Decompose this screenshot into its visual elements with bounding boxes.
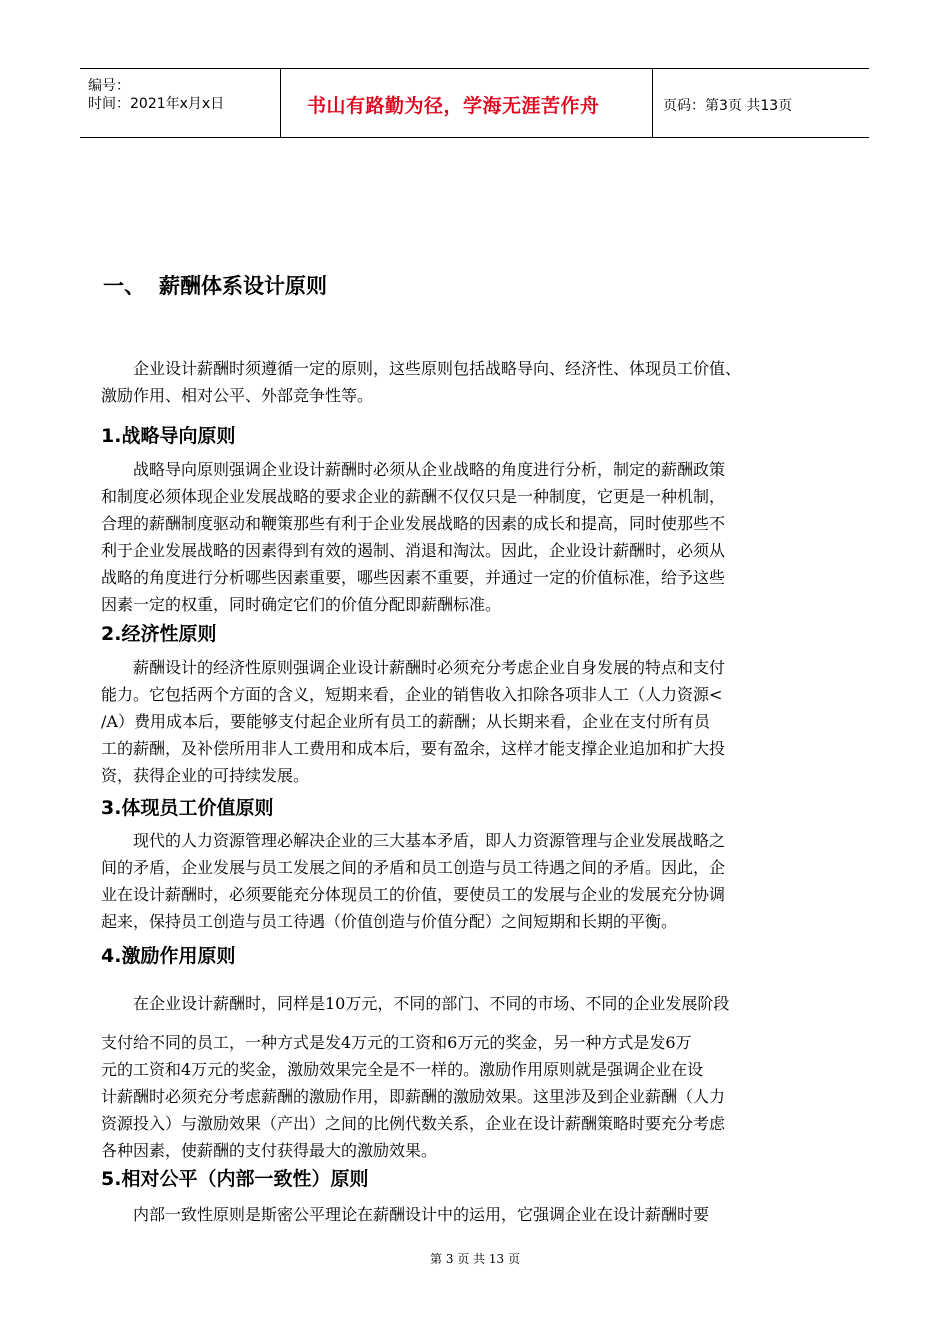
paragraph-line: 业在设计薪酬时，必须要能充分体现员工的价值，要使员工的发展与企业的发展充分协调 bbox=[101, 885, 726, 904]
paragraph-line: 元的工资和4万元的奖金，激励效果完全是不一样的。激励作用原则就是强调企业在设 bbox=[101, 1060, 704, 1079]
paragraph-line: 计薪酬时必须充分考虑薪酬的激励作用，即薪酬的激励效果。这里涉及到企业薪酬（人力 bbox=[101, 1087, 726, 1106]
intro-paragraph bbox=[101, 355, 851, 409]
header-motto: 书山有路勤为径，学海无涯苦作舟 bbox=[307, 95, 600, 117]
section-title bbox=[103, 270, 327, 300]
principle-paragraph-4 bbox=[101, 990, 851, 1164]
principle-paragraph-1 bbox=[101, 456, 851, 618]
principle-paragraph-5 bbox=[101, 1201, 851, 1228]
paragraph-line: 薪酬设计的经济性原则强调企业设计薪酬时必须充分考虑企业自身发展的特点和支付 bbox=[101, 658, 726, 677]
document-number-label: 编号： bbox=[88, 78, 130, 94]
paragraph-line: 合理的薪酬制度驱动和鞭策那些有利于企业发展战略的因素的成长和提高，同时使那些不 bbox=[101, 514, 726, 533]
paragraph-line: 现代的人力资源管理必解决企业的三大基本矛盾，即人力资源管理与企业发展战略之 bbox=[101, 831, 726, 850]
paragraph-line: 在企业设计薪酬时，同样是10万元，不同的部门、不同的市场、不同的企业发展阶段 bbox=[101, 994, 730, 1013]
paragraph-line: 支付给不同的员工，一种方式是发4万元的工资和6万元的奖金，另一种方式是发6万 bbox=[101, 1033, 692, 1052]
paragraph-line: /A）费用成本后，要能够支付起企业所有员工的薪酬；从长期来看，企业在支付所有员 bbox=[101, 712, 710, 731]
principle-heading-1: 1.战略导向原则 bbox=[101, 425, 236, 447]
header-motto-cell bbox=[281, 69, 653, 137]
paragraph-line: 企业设计薪酬时须遵循一定的原则，这些原则包括战略导向、经济性、体现员工价值、 bbox=[101, 359, 742, 378]
principle-heading-2: 2.经济性原则 bbox=[101, 623, 217, 645]
paragraph-line: 资源投入）与激励效果（产出）之间的比例代数关系，企业在设计薪酬策略时要充分考虑 bbox=[101, 1114, 726, 1133]
paragraph-line: 战略导向原则强调企业设计薪酬时必须从企业战略的角度进行分析，制定的薪酬政策 bbox=[101, 460, 726, 479]
section-title-text: 薪酬体系设计原则 bbox=[159, 273, 327, 298]
principle-paragraph-2 bbox=[101, 654, 851, 789]
paragraph-line: 和制度必须体现企业发展战略的要求企业的薪酬不仅仅只是一种制度，它更是一种机制， bbox=[101, 487, 726, 506]
paragraph-line: 能力。它包括两个方面的含义，短期来看，企业的销售收入扣除各项非人工（人力资源< bbox=[101, 685, 723, 704]
page-header bbox=[80, 68, 869, 138]
paragraph-line: 利于企业发展战略的因素得到有效的遏制、消退和淘汰。因此，企业设计薪酬时，必须从 bbox=[101, 541, 726, 560]
section-number: 一、 bbox=[103, 273, 145, 298]
principle-paragraph-3 bbox=[101, 827, 851, 935]
header-left-cell bbox=[80, 69, 281, 137]
paragraph-line: 各种因素，使薪酬的支付获得最大的激励效果。 bbox=[101, 1141, 438, 1160]
paragraph-line: 战略的角度进行分析哪些因素重要，哪些因素不重要，并通过一定的价值标准，给予这些 bbox=[101, 568, 726, 587]
principle-heading-3: 3.体现员工价值原则 bbox=[101, 797, 274, 819]
paragraph-line: 资，获得企业的可持续发展。 bbox=[101, 766, 310, 785]
paragraph-line: 起来，保持员工创造与员工待遇（价值创造与价值分配）之间短期和长期的平衡。 bbox=[101, 912, 678, 931]
principle-heading-4: 4.激励作用原则 bbox=[101, 945, 236, 967]
paragraph-line: 间的矛盾，企业发展与员工发展之间的矛盾和员工创造与员工待遇之间的矛盾。因此，企 bbox=[101, 858, 726, 877]
paragraph-line: 激励作用、相对公平、外部竞争性等。 bbox=[101, 386, 374, 405]
header-page-cell bbox=[653, 69, 869, 137]
paragraph-line: 工的薪酬，及补偿所用非人工费用和成本后，要有盈余，这样才能支撑企业追加和扩大投 bbox=[101, 739, 726, 758]
paragraph-line: 因素一定的权重，同时确定它们的价值分配即薪酬标准。 bbox=[101, 595, 502, 614]
document-date-label: 时间：2021年x月x日 bbox=[88, 96, 225, 112]
page-footer: 第 3 页 共 13 页 bbox=[430, 1252, 520, 1266]
paragraph-line: 内部一致性原则是斯密公平理论在薪酬设计中的运用，它强调企业在设计薪酬时要 bbox=[101, 1205, 710, 1224]
principle-heading-5: 5.相对公平（内部一致性）原则 bbox=[101, 1168, 369, 1190]
header-page-info: 页码：第3页 共13页 bbox=[663, 98, 793, 114]
